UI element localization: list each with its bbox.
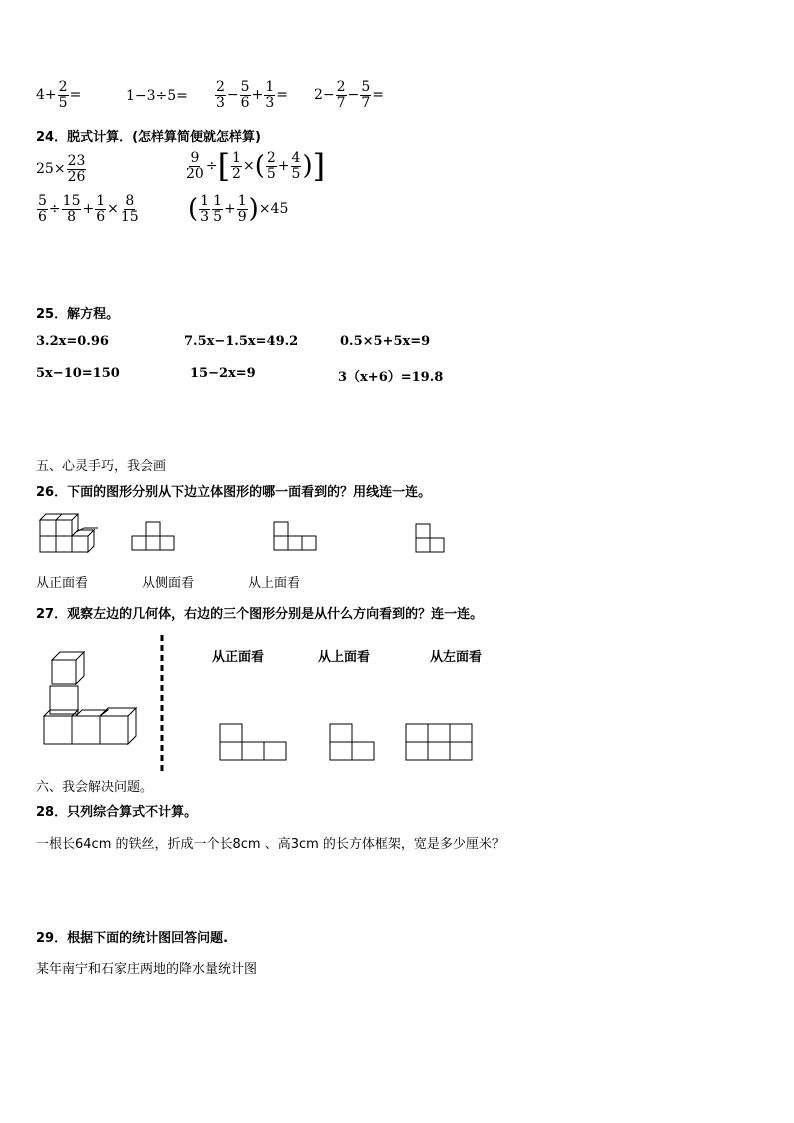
question-24-title: 24．脱式计算．(怎样算简便就怎样算) <box>36 130 261 145</box>
fraction: $\frac{5}{6}$ <box>38 193 47 225</box>
q24-expression-b: $\frac{9}{20}$ ÷ [ $\frac{1}{2}$ × ( $\frac{2}{5}$ + $\frac{4}{5}$ ) ] <box>186 147 326 185</box>
equation: 5x−10=150 <box>36 366 120 381</box>
left-paren: ( <box>254 151 265 181</box>
q26-3d-solid <box>40 514 98 552</box>
q27-3d-solid <box>44 652 136 744</box>
equation: 3.2x=0.96 <box>36 334 109 349</box>
section-6-title: 六、我会解决问题。 <box>36 780 154 795</box>
q26-view-3 <box>416 524 444 552</box>
fraction: $\frac{15}{8}$ <box>62 193 81 225</box>
view-label: 从正面看 <box>36 576 89 591</box>
view-label: 从侧面看 <box>142 576 195 591</box>
calc-expression-2: 1−3÷5= <box>126 88 188 104</box>
view-label: 从正面看 <box>212 650 265 665</box>
question-29-title: 29．根据下面的统计图回答问题. <box>36 931 229 946</box>
fraction: $\frac{1}{6}$ <box>96 193 106 225</box>
q26-view-2 <box>274 522 316 550</box>
q24-expression-a: 25 × $\frac{23}{26}$ <box>36 153 86 185</box>
equation: 3（x+6）=19.8 <box>338 370 444 385</box>
equation: 0.5×5+5x=9 <box>340 334 431 349</box>
whole-number: 4 <box>36 87 45 104</box>
fraction: $\frac{5}{7}$ <box>361 79 371 111</box>
operator: + <box>44 87 57 104</box>
question-28-title: 28．只列综合算式不计算。 <box>36 805 198 820</box>
left-paren: ( <box>188 194 199 225</box>
calc-expression-3: $\frac{2}{3}$ − $\frac{5}{6}$ + $\frac{1}{3}$ = <box>216 79 288 111</box>
fraction: $\frac{2}{5}$ <box>266 149 276 182</box>
equation: 15−2x=9 <box>190 366 256 381</box>
left-bracket: [ <box>217 147 231 185</box>
q27-figures <box>36 630 486 775</box>
q27-view-2 <box>330 724 374 760</box>
q26-figures <box>36 510 466 560</box>
fraction: $\frac{2}{5}$ <box>58 79 68 111</box>
view-label: 从上面看 <box>318 650 371 665</box>
equals-sign: = <box>69 87 82 104</box>
q27-view-3 <box>406 724 472 760</box>
question-26-title: 26．下面的图形分别从下边立体图形的哪一面看到的？用线连一连。 <box>36 485 432 500</box>
right-paren: ) <box>302 151 313 181</box>
fraction: $\frac{2}{7}$ <box>336 79 346 111</box>
question-27-title: 27．观察左边的几何体，右边的三个图形分别是从什么方向看到的？连一连。 <box>36 607 484 622</box>
fraction: $\frac{1}{3}$ <box>265 79 275 111</box>
fraction: $\frac{9}{20}$ <box>186 149 204 182</box>
fraction: $\frac{2}{3}$ <box>216 79 225 111</box>
right-bracket: ] <box>312 147 326 185</box>
fraction: $\frac{1}{9}$ <box>237 193 247 225</box>
question-25-title: 25．解方程。 <box>36 307 120 322</box>
fraction: $\frac{23}{26}$ <box>67 153 86 185</box>
question-28-text: 一根长64cm 的铁丝，折成一个长8cm 、高3cm 的长方体框架，宽是多少厘米？ <box>36 837 505 852</box>
fraction: $\frac{5}{6}$ <box>240 79 250 111</box>
fraction: $\frac{1}{5}$ <box>213 193 222 225</box>
q27-view-1 <box>220 724 286 760</box>
q26-view-1 <box>132 522 174 550</box>
chart-title: 某年南宁和石家庄两地的降水量统计图 <box>36 962 258 977</box>
view-label: 从上面看 <box>248 576 301 591</box>
fraction: $\frac{8}{15}$ <box>120 193 139 225</box>
fraction: $\frac{1}{3}$ <box>200 193 210 225</box>
q24-expression-c: $\frac{5}{6}$ ÷ $\frac{15}{8}$ + $\frac{1}{6}$ × $\frac{8}{15}$ <box>38 193 139 225</box>
equation: 7.5x−1.5x=49.2 <box>184 334 299 349</box>
calc-expression-4: 2 − $\frac{2}{7}$ − $\frac{5}{7}$ = <box>314 79 384 111</box>
q24-expression-d: ( $\frac{1}{3}$ $\frac{1}{5}$ + $\frac{1}{9}$ ) ×45 <box>188 193 289 225</box>
right-paren: ) <box>248 194 259 225</box>
calc-expression-1 <box>36 80 81 110</box>
section-5-title: 五、心灵手巧，我会画 <box>36 459 167 474</box>
fraction: $\frac{1}{2}$ <box>232 149 241 182</box>
view-label: 从左面看 <box>430 650 483 665</box>
fraction: $\frac{4}{5}$ <box>291 149 301 182</box>
